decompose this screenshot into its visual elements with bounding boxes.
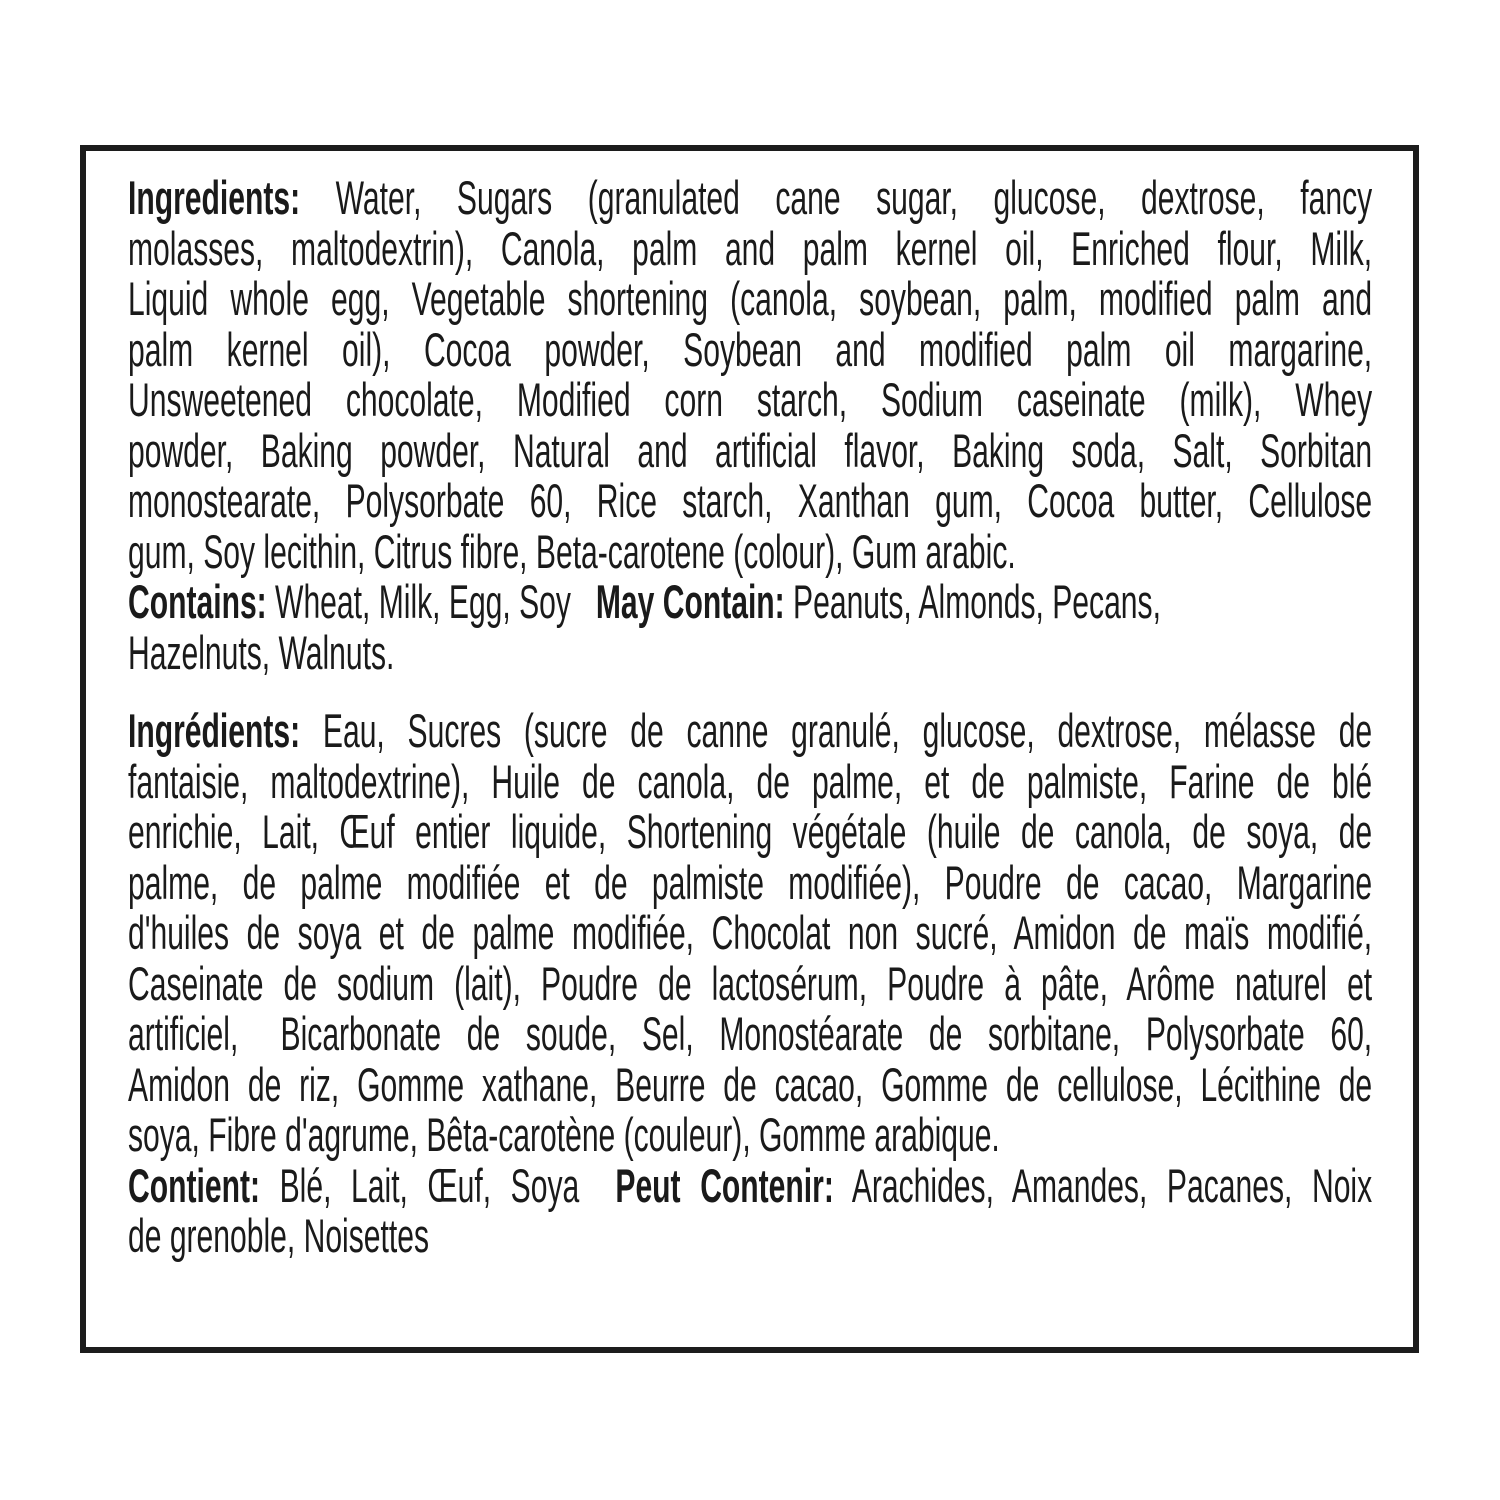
label-text: de grenoble, Noisettes [128,1209,429,1262]
ingredient-label-panel [80,145,1419,1353]
label-text-line [128,956,1373,1010]
allergens-french [128,1158,1373,1262]
label-bold-text: Ingrédients: [128,704,301,757]
label-text: Arachides, Amandes, Pacanes, Noix [833,1158,1373,1212]
label-text-line [128,1158,1373,1212]
label-text-line [128,577,1372,628]
label-text [571,575,596,628]
label-text: Wheat, Milk, Egg, Soy [266,575,571,628]
label-text: artificiel, [128,1007,239,1060]
label-bold-text: Contains: [128,575,267,628]
label-text-line [128,476,1372,527]
label-text-line [128,173,1372,224]
ingredients-english [128,173,1372,577]
label-text: d'huiles de soya et de palme modifiée, Chocolat non sucré, Amidon de maïs modifié, [128,906,1373,959]
label-text-line [128,1110,1372,1161]
label-text: Liquid whole egg, Vegetable shortening (canola, soybean, palm, modified palm and [128,272,1373,325]
label-text: Unsweetened chocolate, Modified corn starch, Sodium caseinate (milk), Whey [128,373,1373,426]
label-text-line [128,1009,1372,1060]
label-text-line [128,322,1373,376]
label-text-line [128,274,1372,325]
label-text: Eau, Sucres (sucre de canne granulé, glucose, dextrose, mélasse de [300,704,1373,757]
label-text: Water, Sugars (granulated cane sugar, glucose, dextrose, fancy [300,171,1373,224]
label-text: gum, Soy lecithin, Citrus fibre, Beta-carotene (colour), Gum arabic. [128,524,1016,578]
label-bold-text: Contient: [128,1158,260,1212]
label-text: molasses, maltodextrin), Canola, palm and palm kernel oil, Enriched flour, Milk, [128,221,1373,275]
label-text [579,1159,615,1212]
label-text: fantaisie, maltodextrine), Huile de canola, de palme, et de palmiste, Farine de blé [128,754,1373,808]
label-text: Hazelnuts, Walnuts. [128,625,395,679]
label-text-line [128,221,1373,275]
label-text-line [128,1211,1372,1262]
label-text: powder, Baking powder, Natural and artificial flavor, Baking soda, Salt, Sorbitan [128,423,1373,477]
label-text: Peanuts, Almonds, Pecans, [784,575,1161,628]
label-bold-text: Ingredients: [128,171,301,224]
label-bold-text: May Contain: [595,575,785,628]
label-text-line [128,754,1373,808]
label-text: soya, Fibre d'agrume, Bêta-carotène (couleur), Gomme arabique. [128,1108,1000,1161]
label-text: Bicarbonate de soude, Sel, Monostéarate de sorbitane, Polysorbate 60, [280,1007,1373,1060]
label-text-line [128,908,1372,959]
ingredients-french [128,706,1372,1161]
label-text-line [128,807,1372,858]
label-text: Blé, Lait, Œuf, Soya [259,1158,580,1212]
label-text-line [128,625,1372,679]
label-text-line [128,423,1373,477]
label-text-line [128,375,1372,426]
label-text: monostearate, Polysorbate 60, Rice starch, Xanthan gum, Cocoa butter, Cellulose [128,474,1373,527]
label-text-line [128,855,1373,909]
label-text-line [128,706,1372,757]
label-text: palm kernel oil), Cocoa powder, Soybean and modified palm oil margarine, [128,322,1373,376]
label-text-line [128,524,1372,578]
label-text-block [128,173,1372,1262]
allergens-english [128,577,1372,678]
label-text: palme, de palme modifiée et de palmiste modifiée), Poudre de cacao, Margarine [128,855,1373,909]
label-text [238,1007,280,1060]
label-text: enrichie, Lait, Œuf entier liquide, Shortening végétale (huile de canola, de soya, de [128,805,1373,858]
label-text-line [128,1057,1373,1111]
label-bold-text: Peut Contenir: [615,1158,834,1212]
label-text: Caseinate de sodium (lait), Poudre de lactosérum, Poudre à pâte, Arôme naturel et [128,956,1373,1010]
label-text: Amidon de riz, Gomme xathane, Beurre de cacao, Gomme de cellulose, Lécithine de [128,1057,1373,1111]
